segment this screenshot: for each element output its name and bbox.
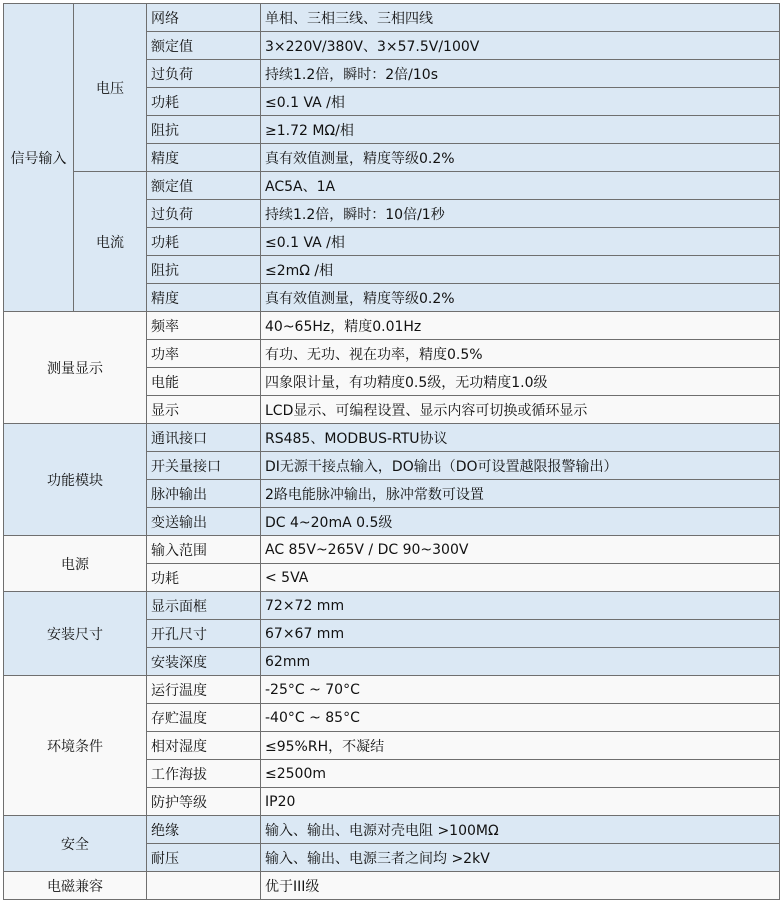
table-row	[4, 816, 780, 844]
row-value: RS485、MODBUS-RTU协议	[261, 424, 780, 452]
row-label: 频率	[147, 312, 261, 340]
row-label: 安装深度	[147, 648, 261, 676]
table-row	[4, 536, 780, 564]
spec-table	[3, 3, 780, 900]
row-value: 持续1.2倍，瞬时：10倍/1秒	[261, 200, 780, 228]
table-row	[4, 872, 780, 900]
row-label: 开孔尺寸	[147, 620, 261, 648]
row-value: ≤0.1 VA /相	[261, 228, 780, 256]
group-voltage: 电压	[74, 4, 147, 172]
row-label: 显示面框	[147, 592, 261, 620]
row-label: 脉冲输出	[147, 480, 261, 508]
row-label: 阻抗	[147, 256, 261, 284]
row-label: 相对湿度	[147, 732, 261, 760]
row-value: 单相、三相三线、三相四线	[261, 4, 780, 32]
row-label	[147, 872, 261, 900]
row-label: 阻抗	[147, 116, 261, 144]
section-function-module: 功能模块	[4, 424, 147, 536]
row-label: 过负荷	[147, 60, 261, 88]
row-value: -40°C ~ 85°C	[261, 704, 780, 732]
table-row	[4, 424, 780, 452]
table-row	[4, 172, 780, 200]
row-value: 优于III级	[261, 872, 780, 900]
section-safety: 安全	[4, 816, 147, 872]
row-value: 62mm	[261, 648, 780, 676]
row-value: 真有效值测量，精度等级0.2%	[261, 284, 780, 312]
table-row	[4, 4, 780, 32]
row-label: 显示	[147, 396, 261, 424]
row-label: 通讯接口	[147, 424, 261, 452]
row-label: 绝缘	[147, 816, 261, 844]
row-value: 有功、无功、视在功率，精度0.5%	[261, 340, 780, 368]
row-value: 四象限计量，有功精度0.5级，无功精度1.0级	[261, 368, 780, 396]
row-value: 67×67 mm	[261, 620, 780, 648]
table-row	[4, 592, 780, 620]
row-value: 输入、输出、电源对壳电阻 >100MΩ	[261, 816, 780, 844]
row-label: 运行温度	[147, 676, 261, 704]
row-label: 网络	[147, 4, 261, 32]
row-value: LCD显示、可编程设置、显示内容可切换或循环显示	[261, 396, 780, 424]
row-label: 耐压	[147, 844, 261, 872]
row-label: 输入范围	[147, 536, 261, 564]
row-value: 2路电能脉冲输出，脉冲常数可设置	[261, 480, 780, 508]
row-label: 功耗	[147, 564, 261, 592]
row-value: 3×220V/380V、3×57.5V/100V	[261, 32, 780, 60]
row-value: 72×72 mm	[261, 592, 780, 620]
row-value: ≥1.72 MΩ/相	[261, 116, 780, 144]
row-label: 功耗	[147, 228, 261, 256]
section-signal-input: 信号输入	[4, 4, 74, 312]
row-label: 精度	[147, 284, 261, 312]
section-environment: 环境条件	[4, 676, 147, 816]
row-label: 存贮温度	[147, 704, 261, 732]
row-label: 功率	[147, 340, 261, 368]
row-value: -25°C ~ 70°C	[261, 676, 780, 704]
row-value: AC 85V~265V / DC 90~300V	[261, 536, 780, 564]
table-row	[4, 312, 780, 340]
row-label: 过负荷	[147, 200, 261, 228]
row-label: 电能	[147, 368, 261, 396]
row-value: ≤2mΩ /相	[261, 256, 780, 284]
row-label: 变送输出	[147, 508, 261, 536]
row-value: AC5A、1A	[261, 172, 780, 200]
spec-table-body	[4, 4, 780, 900]
row-value: 输入、输出、电源三者之间均 >2kV	[261, 844, 780, 872]
group-current: 电流	[74, 172, 147, 312]
row-label: 开关量接口	[147, 452, 261, 480]
row-label: 额定值	[147, 32, 261, 60]
row-value: 真有效值测量，精度等级0.2%	[261, 144, 780, 172]
row-label: 功耗	[147, 88, 261, 116]
row-value: DC 4~20mA 0.5级	[261, 508, 780, 536]
row-label: 工作海拔	[147, 760, 261, 788]
row-value: 40~65Hz，精度0.01Hz	[261, 312, 780, 340]
row-label: 防护等级	[147, 788, 261, 816]
row-value: ≤95%RH，不凝结	[261, 732, 780, 760]
section-measurement-display: 测量显示	[4, 312, 147, 424]
row-value: 持续1.2倍，瞬时：2倍/10s	[261, 60, 780, 88]
row-value: < 5VA	[261, 564, 780, 592]
row-label: 额定值	[147, 172, 261, 200]
row-value: IP20	[261, 788, 780, 816]
section-emc: 电磁兼容	[4, 872, 147, 900]
section-installation-size: 安装尺寸	[4, 592, 147, 676]
row-value: DI无源干接点输入，DO输出（DO可设置越限报警输出）	[261, 452, 780, 480]
row-value: ≤2500m	[261, 760, 780, 788]
section-power-supply: 电源	[4, 536, 147, 592]
row-label: 精度	[147, 144, 261, 172]
row-value: ≤0.1 VA /相	[261, 88, 780, 116]
table-row	[4, 676, 780, 704]
